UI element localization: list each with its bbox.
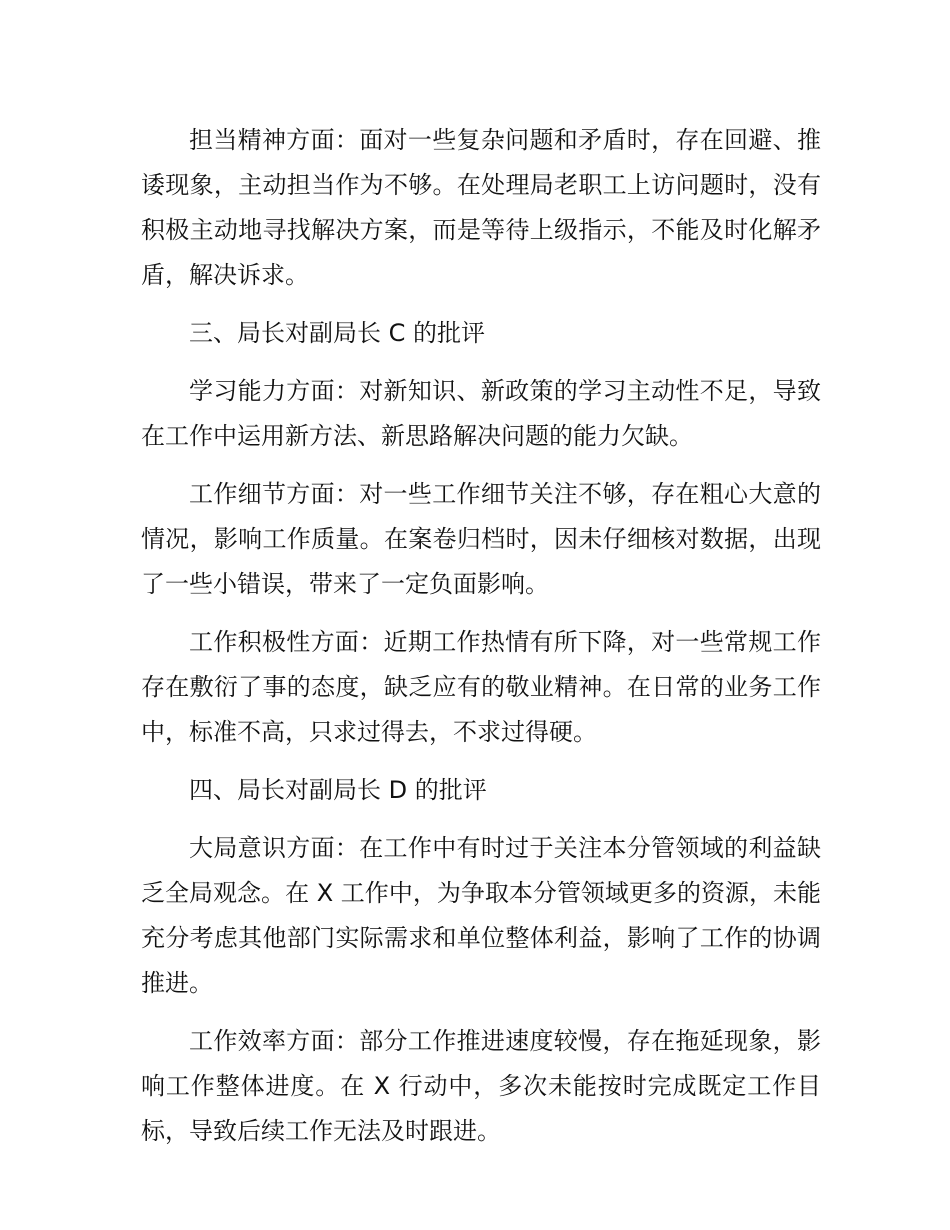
paragraph-efficiency: 工作效率方面：部分工作推进速度较慢，存在拖延现象，影响工作整体进度。在 X 行动中，多次未能按时完成既定工作目标，导致后续工作无法及时跟进。 (141, 1027, 821, 1145)
paragraph-learning: 学习能力方面：对新知识、新政策的学习主动性不足，导致在工作中运用新方法、新思路解决问题的能力欠缺。 (141, 377, 821, 450)
section-heading-d: 四、局长对副局长 D 的批评 (189, 776, 487, 804)
paragraph-details: 工作细节方面：对一些工作细节关注不够，存在粗心大意的情况，影响工作质量。在案卷归档时，因未仔细核对数据，出现了一些小错误，带来了一定负面影响。 (141, 480, 821, 598)
section-heading-c: 三、局长对副局长 C 的批评 (189, 319, 486, 347)
paragraph-overall-view: 大局意识方面：在工作中有时过于关注本分管领域的利益缺乏全局观念。在 X 工作中，为争取本分管领域更多的资源，未能充分考虑其他部门实际需求和单位整体利益，影响了工作的协调推进。 (141, 834, 821, 997)
paragraph-responsibility: 担当精神方面：面对一些复杂问题和矛盾时，存在回避、推诿现象，主动担当作为不够。在处理局老职工上访问题时，没有积极主动地寻找解决方案，而是等待上级指示，不能及时化解矛盾，解决诉求。 (141, 126, 821, 289)
paragraph-enthusiasm: 工作积极性方面：近期工作热情有所下降，对一些常规工作存在敷衍了事的态度，缺乏应有的敬业精神。在日常的业务工作中，标准不高，只求过得去，不求过得硬。 (141, 628, 821, 746)
document-body (141, 118, 821, 1167)
